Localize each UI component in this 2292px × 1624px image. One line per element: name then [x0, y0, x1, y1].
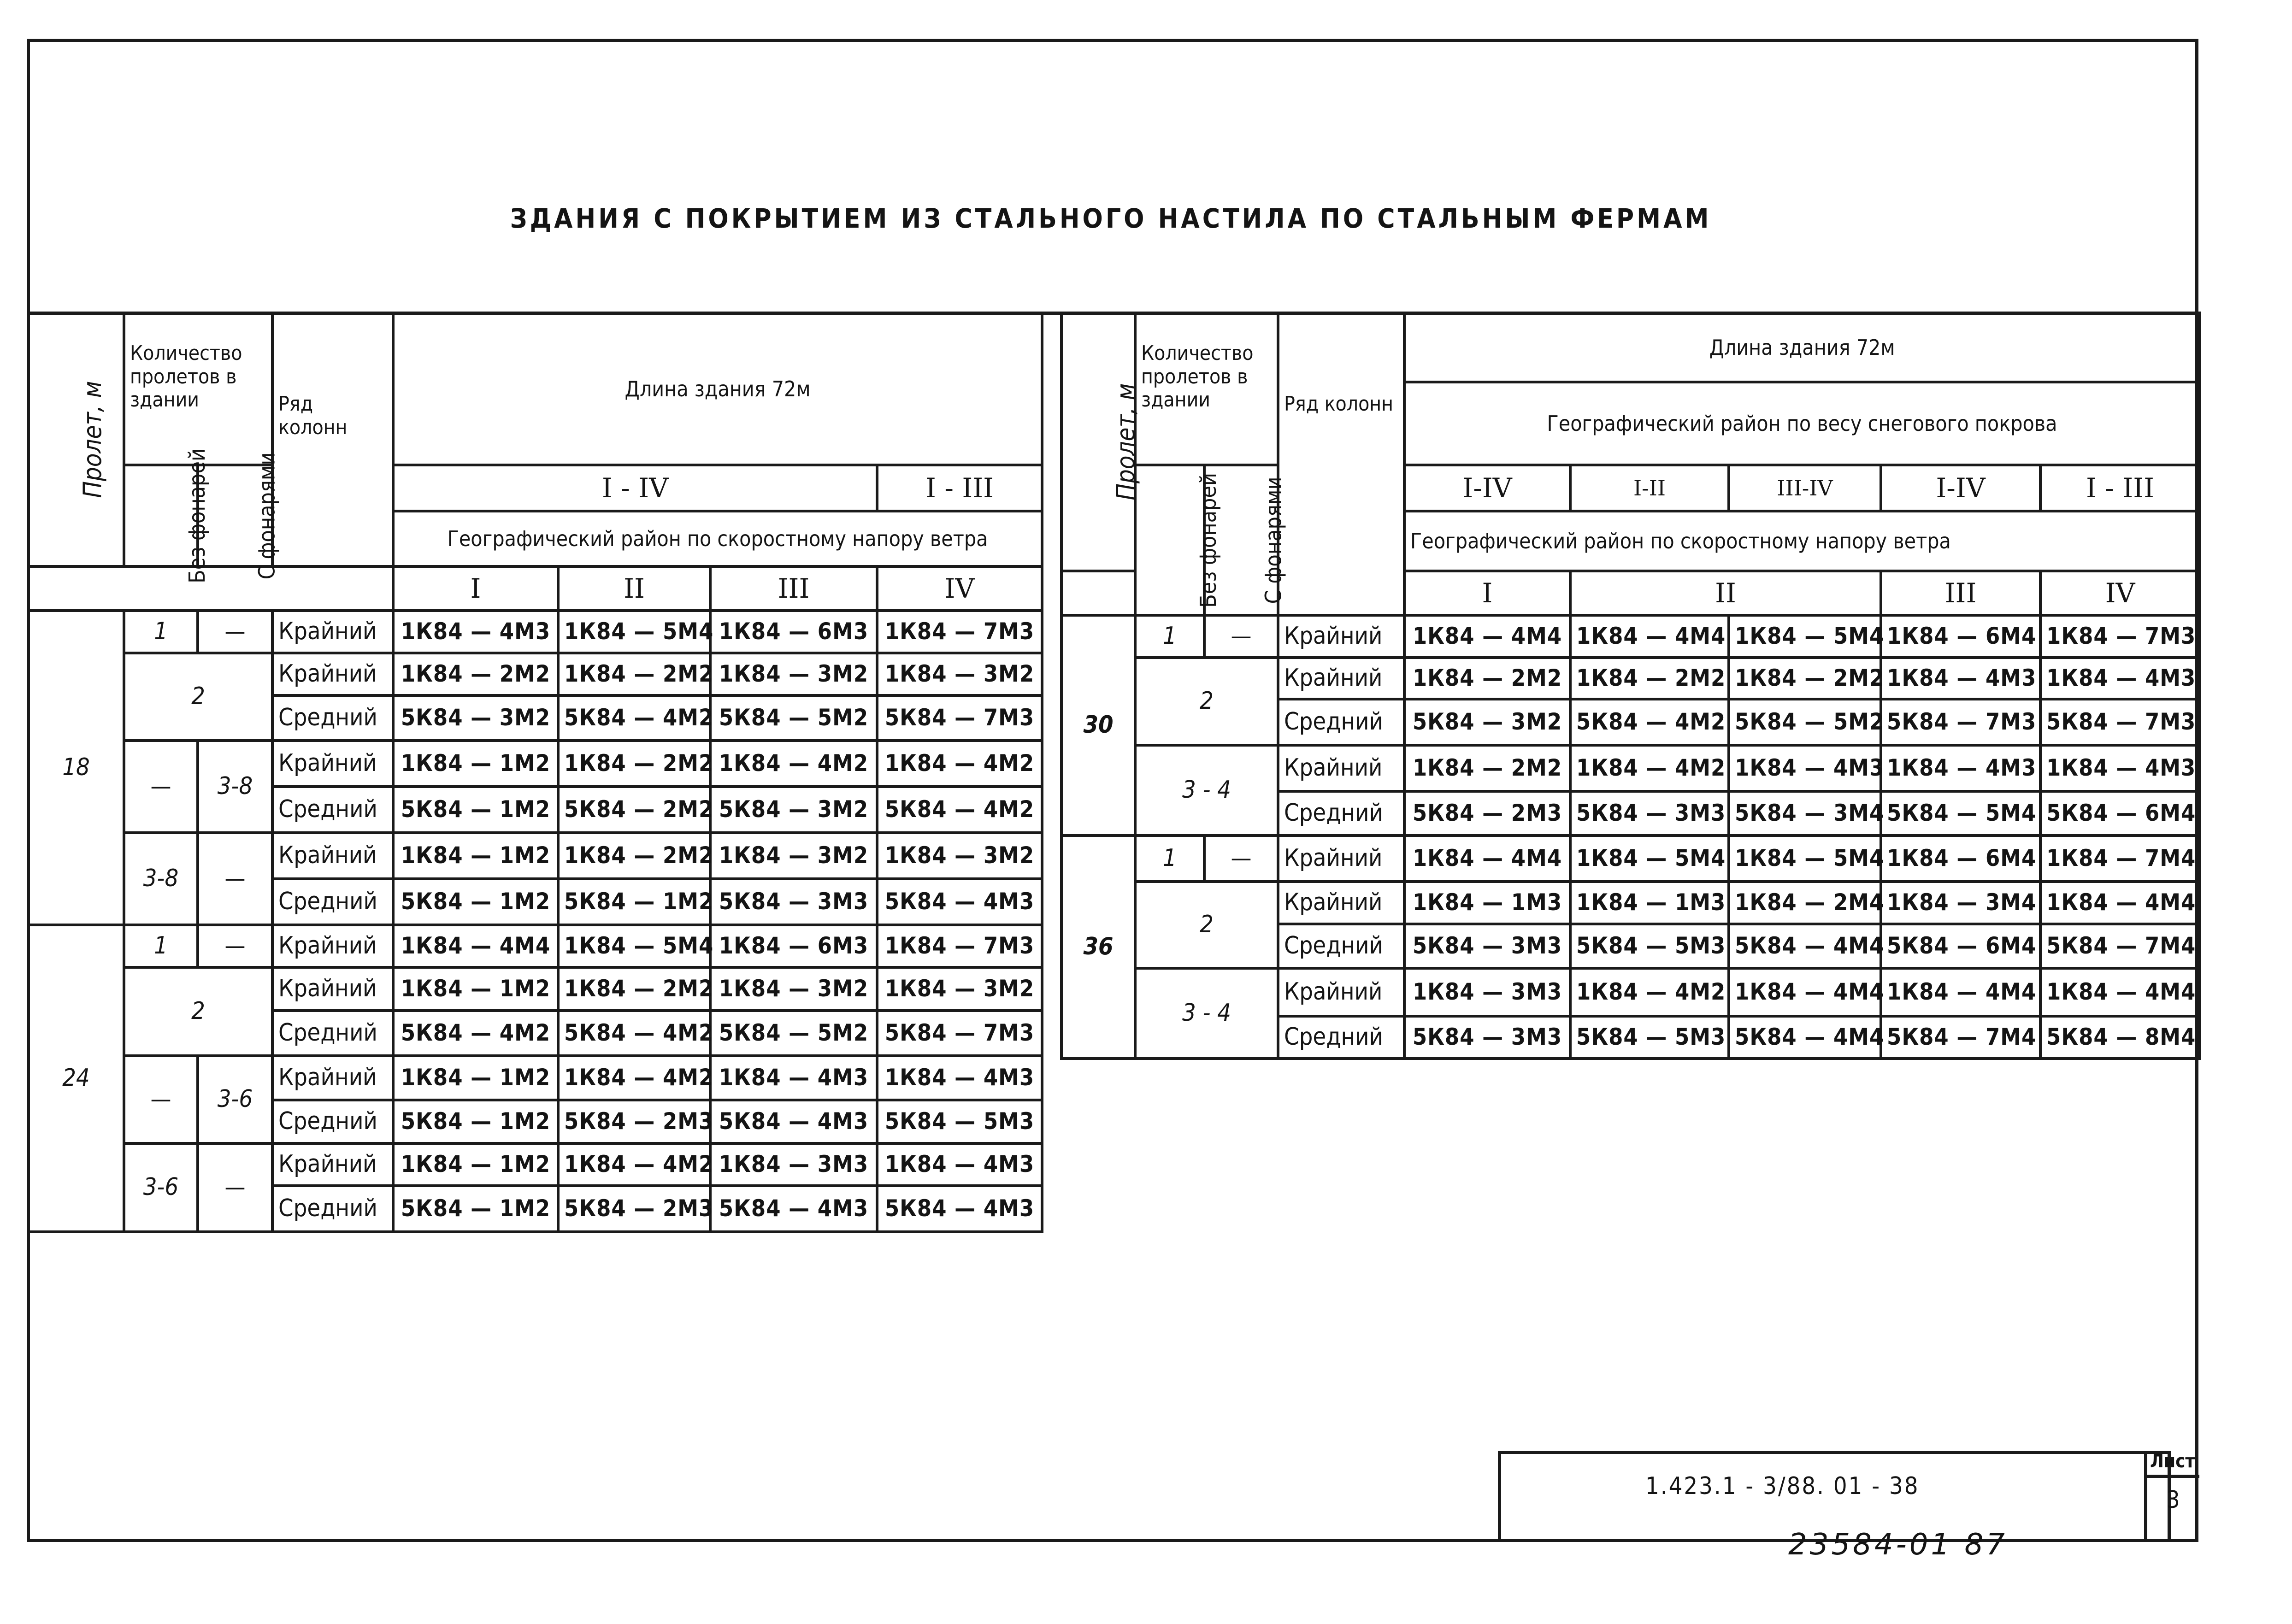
column-mark: 5К84 — 4М2: [877, 787, 1042, 833]
count-with-lantern: —: [1204, 615, 1278, 658]
table-row: [1061, 745, 2200, 791]
column-mark: 5К84 — 5М4: [1881, 791, 2040, 836]
column-mark: 1К84 — 4М2: [1570, 968, 1729, 1016]
column-mark: 1К84 — 4М4: [1404, 615, 1570, 658]
snow-region-2: I - III: [877, 465, 1042, 511]
column-mark: 1К84 — 4М3: [877, 1143, 1042, 1186]
count-no-lantern: —: [124, 1056, 198, 1143]
count-no-lantern: 3 - 4: [1135, 745, 1278, 836]
snow-region-1: I - IV: [393, 465, 877, 511]
column-mark: 5К84 — 5М3: [1570, 1016, 1729, 1059]
table-row: [1061, 836, 2200, 882]
column-mark: 1К84 — 6М3: [710, 925, 877, 967]
column-mark: 1К84 — 2М2: [558, 967, 710, 1011]
column-mark: 5К84 — 5М2: [710, 695, 877, 741]
right-table: [1060, 312, 2201, 1060]
column-mark: 1К84 — 3М2: [877, 833, 1042, 879]
hdr-with-lantern: С фонарями: [1204, 465, 1278, 615]
column-row: Крайний: [272, 653, 393, 695]
column-mark: 1К84 — 4М4: [1404, 836, 1570, 882]
column-row: Крайний: [272, 611, 393, 653]
column-mark: 1К84 — 2М2: [1729, 658, 1881, 699]
column-row: Крайний: [272, 1143, 393, 1186]
hdr-wind: Географический район по скоростному напору ветра: [1404, 511, 2200, 571]
column-mark: 1К84 — 3М3: [1404, 968, 1570, 1016]
column-row: Крайний: [272, 1056, 393, 1100]
column-mark: 1К84 — 4М2: [877, 741, 1042, 787]
count-no-lantern: 2: [124, 967, 272, 1056]
column-row: Средний: [1278, 699, 1404, 745]
column-row: Крайний: [272, 833, 393, 879]
column-mark: 1К84 — 2М2: [1404, 745, 1570, 791]
column-row: Средний: [272, 1011, 393, 1056]
column-row: Крайний: [1278, 615, 1404, 658]
column-row: Крайний: [1278, 968, 1404, 1016]
column-row: Средний: [272, 879, 393, 925]
hdr-wind: Географический район по скоростному напору ветра: [393, 511, 1042, 566]
count-with-lantern: —: [198, 925, 272, 967]
column-mark: 5К84 — 7М3: [877, 695, 1042, 741]
hdr-length: Длина здания 72м: [1404, 313, 2200, 382]
hdr-no-lantern: Без фонарей: [124, 465, 198, 566]
column-mark: 1К84 — 4М4: [2040, 882, 2200, 924]
column-mark: 1К84 — 4М3: [710, 1056, 877, 1100]
column-mark: 1К84 — 7М3: [877, 925, 1042, 967]
column-mark: 1К84 — 7М3: [877, 611, 1042, 653]
count-with-lantern: —: [198, 833, 272, 925]
column-mark: 1К84 — 7М4: [2040, 836, 2200, 882]
table-row: [1061, 968, 2200, 1016]
column-mark: 5К84 — 4М2: [393, 1011, 558, 1056]
column-mark: 1К84 — 5М4: [558, 611, 710, 653]
wind-region-4: IV: [2040, 571, 2200, 615]
table-row: [28, 1143, 1042, 1186]
count-no-lantern: 3-8: [124, 833, 198, 925]
count-no-lantern: 1: [124, 611, 198, 653]
table-row: [1061, 658, 2200, 699]
count-no-lantern: 1: [124, 925, 198, 967]
wind-region-1: I: [393, 566, 558, 611]
column-mark: 1К84 — 2М2: [558, 741, 710, 787]
column-mark: 1К84 — 4М3: [877, 1056, 1042, 1100]
column-mark: 1К84 — 3М2: [877, 967, 1042, 1011]
column-row: Крайний: [272, 741, 393, 787]
table-row: [28, 833, 1042, 879]
count-no-lantern: 1: [1135, 615, 1204, 658]
column-row: Средний: [272, 1100, 393, 1143]
column-mark: 5К84 — 1М2: [393, 879, 558, 925]
span-value: 18: [28, 611, 124, 925]
hdr-length: Длина здания 72м: [393, 313, 1042, 465]
hdr-row: Ряд колонн: [1278, 313, 1404, 615]
wind-region-3: III: [710, 566, 877, 611]
column-mark: 5К84 — 6М4: [1881, 924, 2040, 968]
span-value: 36: [1061, 836, 1135, 1059]
column-mark: 5К84 — 5М2: [710, 1011, 877, 1056]
column-row: Средний: [272, 1186, 393, 1232]
hdr-no-lantern: Без фонарей: [1135, 465, 1204, 615]
column-mark: 5К84 — 3М3: [1570, 791, 1729, 836]
column-mark: 5К84 — 4М3: [710, 1100, 877, 1143]
column-mark: 1К84 — 4М2: [558, 1143, 710, 1186]
count-no-lantern: 2: [1135, 882, 1278, 968]
table-row: [28, 741, 1042, 787]
column-mark: 1К84 — 1М3: [1404, 882, 1570, 924]
count-with-lantern: 3-6: [198, 1056, 272, 1143]
wind-region-1: I: [1404, 571, 1570, 615]
count-no-lantern: 3 - 4: [1135, 968, 1278, 1059]
column-mark: 1К84 — 3М4: [1881, 882, 2040, 924]
table-row: [28, 967, 1042, 1011]
hdr-row: Ряд колонн: [272, 313, 393, 566]
column-mark: 1К84 — 4М4: [1729, 968, 1881, 1016]
snow-region-2: I-II: [1570, 465, 1729, 511]
column-mark: 1К84 — 5М4: [1570, 836, 1729, 882]
column-mark: 5К84 — 4М2: [1570, 699, 1729, 745]
snow-region-4: I-IV: [1881, 465, 2040, 511]
snow-region-3: III-IV: [1729, 465, 1881, 511]
column-mark: 1К84 — 6М4: [1881, 836, 2040, 882]
column-mark: 5К84 — 3М4: [1729, 791, 1881, 836]
column-row: Крайний: [1278, 882, 1404, 924]
column-mark: 5К84 — 8М4: [2040, 1016, 2200, 1059]
column-mark: 1К84 — 3М2: [710, 833, 877, 879]
column-mark: 5К84 — 2М3: [558, 1186, 710, 1232]
column-mark: 1К84 — 4М4: [1881, 968, 2040, 1016]
count-no-lantern: 1: [1135, 836, 1204, 882]
column-mark: 1К84 — 2М4: [1729, 882, 1881, 924]
column-row: Крайний: [272, 967, 393, 1011]
column-mark: 1К84 — 1М3: [1570, 882, 1729, 924]
column-mark: 1К84 — 2М2: [1570, 658, 1729, 699]
column-mark: 1К84 — 3М2: [710, 967, 877, 1011]
column-row: Крайний: [272, 925, 393, 967]
column-mark: 5К84 — 4М3: [710, 1186, 877, 1232]
column-row: Средний: [1278, 1016, 1404, 1059]
table-row: [28, 653, 1042, 695]
column-mark: 1К84 — 2М2: [558, 833, 710, 879]
table-row: [1061, 882, 2200, 924]
column-mark: 1К84 — 5М4: [1729, 836, 1881, 882]
column-row: Крайний: [1278, 745, 1404, 791]
column-row: Средний: [272, 787, 393, 833]
column-mark: 1К84 — 4М4: [2040, 968, 2200, 1016]
column-mark: 5К84 — 7М4: [2040, 924, 2200, 968]
column-mark: 5К84 — 5М3: [877, 1100, 1042, 1143]
inventory-number: 23584-01 87: [1788, 1528, 2008, 1562]
column-mark: 1К84 — 5М4: [558, 925, 710, 967]
hdr-with-lantern: С фонарями: [198, 465, 272, 566]
column-mark: 1К84 — 4М3: [1881, 658, 2040, 699]
hdr-span: Пролет, м: [1061, 313, 1135, 571]
column-row: Крайний: [1278, 658, 1404, 699]
column-mark: 5К84 — 2М2: [558, 787, 710, 833]
column-mark: 1К84 — 6М3: [710, 611, 877, 653]
column-mark: 5К84 — 5М3: [1570, 924, 1729, 968]
count-no-lantern: 2: [124, 653, 272, 741]
column-mark: 1К84 — 7М3: [2040, 615, 2200, 658]
column-mark: 1К84 — 4М3: [1881, 745, 2040, 791]
document-code: 1.423.1 - 3/88. 01 - 38: [1645, 1472, 1920, 1500]
count-with-lantern: —: [1204, 836, 1278, 882]
count-with-lantern: —: [198, 611, 272, 653]
column-mark: 5К84 — 4М4: [1729, 1016, 1881, 1059]
column-mark: 5К84 — 4М2: [558, 695, 710, 741]
count-with-lantern: 3-8: [198, 741, 272, 833]
column-mark: 1К84 — 4М4: [393, 925, 558, 967]
column-mark: 5К84 — 4М2: [558, 1011, 710, 1056]
column-mark: 5К84 — 2М3: [558, 1100, 710, 1143]
count-no-lantern: 2: [1135, 658, 1278, 745]
hdr-count: Количество пролетов в здании: [124, 313, 272, 465]
column-mark: 5К84 — 3М3: [710, 879, 877, 925]
sheet-label: Лист: [2150, 1451, 2195, 1472]
column-mark: 1К84 — 4М4: [1570, 615, 1729, 658]
column-mark: 5К84 — 3М3: [1404, 1016, 1570, 1059]
column-mark: 5К84 — 3М2: [1404, 699, 1570, 745]
column-mark: 1К84 — 4М3: [2040, 745, 2200, 791]
column-mark: 1К84 — 2М2: [558, 653, 710, 695]
column-mark: 1К84 — 3М3: [710, 1143, 877, 1186]
span-value: 24: [28, 925, 124, 1232]
column-row: Крайний: [1278, 836, 1404, 882]
title-block-divider: [2144, 1451, 2147, 1542]
column-mark: 5К84 — 7М3: [2040, 699, 2200, 745]
column-mark: 1К84 — 4М2: [1570, 745, 1729, 791]
column-mark: 5К84 — 3М2: [710, 787, 877, 833]
column-mark: 5К84 — 5М2: [1729, 699, 1881, 745]
snow-region-5: I - III: [2040, 465, 2200, 511]
column-mark: 1К84 — 4М3: [2040, 658, 2200, 699]
count-no-lantern: —: [124, 741, 198, 833]
wind-region-2: II: [558, 566, 710, 611]
wind-region-3: III: [1881, 571, 2040, 615]
column-mark: 5К84 — 4М3: [877, 1186, 1042, 1232]
sheet-number: 3: [2166, 1486, 2180, 1514]
wind-region-4: IV: [877, 566, 1042, 611]
left-table: [27, 312, 1043, 1233]
column-mark: 5К84 — 4М4: [1729, 924, 1881, 968]
page-title: ЗДАНИЯ С ПОКРЫТИЕМ ИЗ СТАЛЬНОГО НАСТИЛА ПО СТАЛЬНЫМ ФЕРМАМ: [510, 203, 1712, 234]
column-mark: 5К84 — 1М2: [393, 787, 558, 833]
column-row: Средний: [1278, 924, 1404, 968]
column-mark: 5К84 — 7М4: [1881, 1016, 2040, 1059]
wind-region-2: II: [1570, 571, 1881, 615]
column-mark: 5К84 — 7М3: [1881, 699, 2040, 745]
column-mark: 1К84 — 2М2: [393, 653, 558, 695]
column-mark: 5К84 — 1М2: [393, 1100, 558, 1143]
column-mark: 5К84 — 7М3: [877, 1011, 1042, 1056]
column-mark: 5К84 — 3М3: [1404, 924, 1570, 968]
table-row: [28, 1056, 1042, 1100]
column-mark: 1К84 — 1М2: [393, 967, 558, 1011]
span-value: 30: [1061, 615, 1135, 836]
table-row: [1061, 615, 2200, 658]
column-row: Средний: [272, 695, 393, 741]
column-mark: 1К84 — 2М2: [1404, 658, 1570, 699]
count-with-lantern: —: [198, 1143, 272, 1232]
table-row: [28, 611, 1042, 653]
column-mark: 1К84 — 5М4: [1729, 615, 1881, 658]
column-mark: 1К84 — 4М2: [710, 741, 877, 787]
column-mark: 5К84 — 1М2: [393, 1186, 558, 1232]
column-mark: 1К84 — 1М2: [393, 741, 558, 787]
column-mark: 1К84 — 4М2: [558, 1056, 710, 1100]
table-row: [28, 925, 1042, 967]
hdr-count: Количество пролетов в здании: [1135, 313, 1278, 465]
column-mark: 5К84 — 1М2: [558, 879, 710, 925]
column-mark: 1К84 — 4М3: [393, 611, 558, 653]
hdr-snow: Географический район по весу снегового покрова: [1404, 382, 2200, 465]
column-mark: 1К84 — 6М4: [1881, 615, 2040, 658]
column-mark: 1К84 — 1М2: [393, 1143, 558, 1186]
column-mark: 1К84 — 3М2: [710, 653, 877, 695]
column-mark: 1К84 — 4М3: [1729, 745, 1881, 791]
column-mark: 1К84 — 1М2: [393, 1056, 558, 1100]
column-row: Средний: [1278, 791, 1404, 836]
column-mark: 5К84 — 4М3: [877, 879, 1042, 925]
column-mark: 5К84 — 2М3: [1404, 791, 1570, 836]
column-mark: 5К84 — 3М2: [393, 695, 558, 741]
hdr-span: Пролет, м: [28, 313, 124, 566]
count-no-lantern: 3-6: [124, 1143, 198, 1232]
sheet-label-divider: [2144, 1475, 2199, 1478]
column-mark: 5К84 — 6М4: [2040, 791, 2200, 836]
snow-region-1: I-IV: [1404, 465, 1570, 511]
column-mark: 1К84 — 3М2: [877, 653, 1042, 695]
column-mark: 1К84 — 1М2: [393, 833, 558, 879]
